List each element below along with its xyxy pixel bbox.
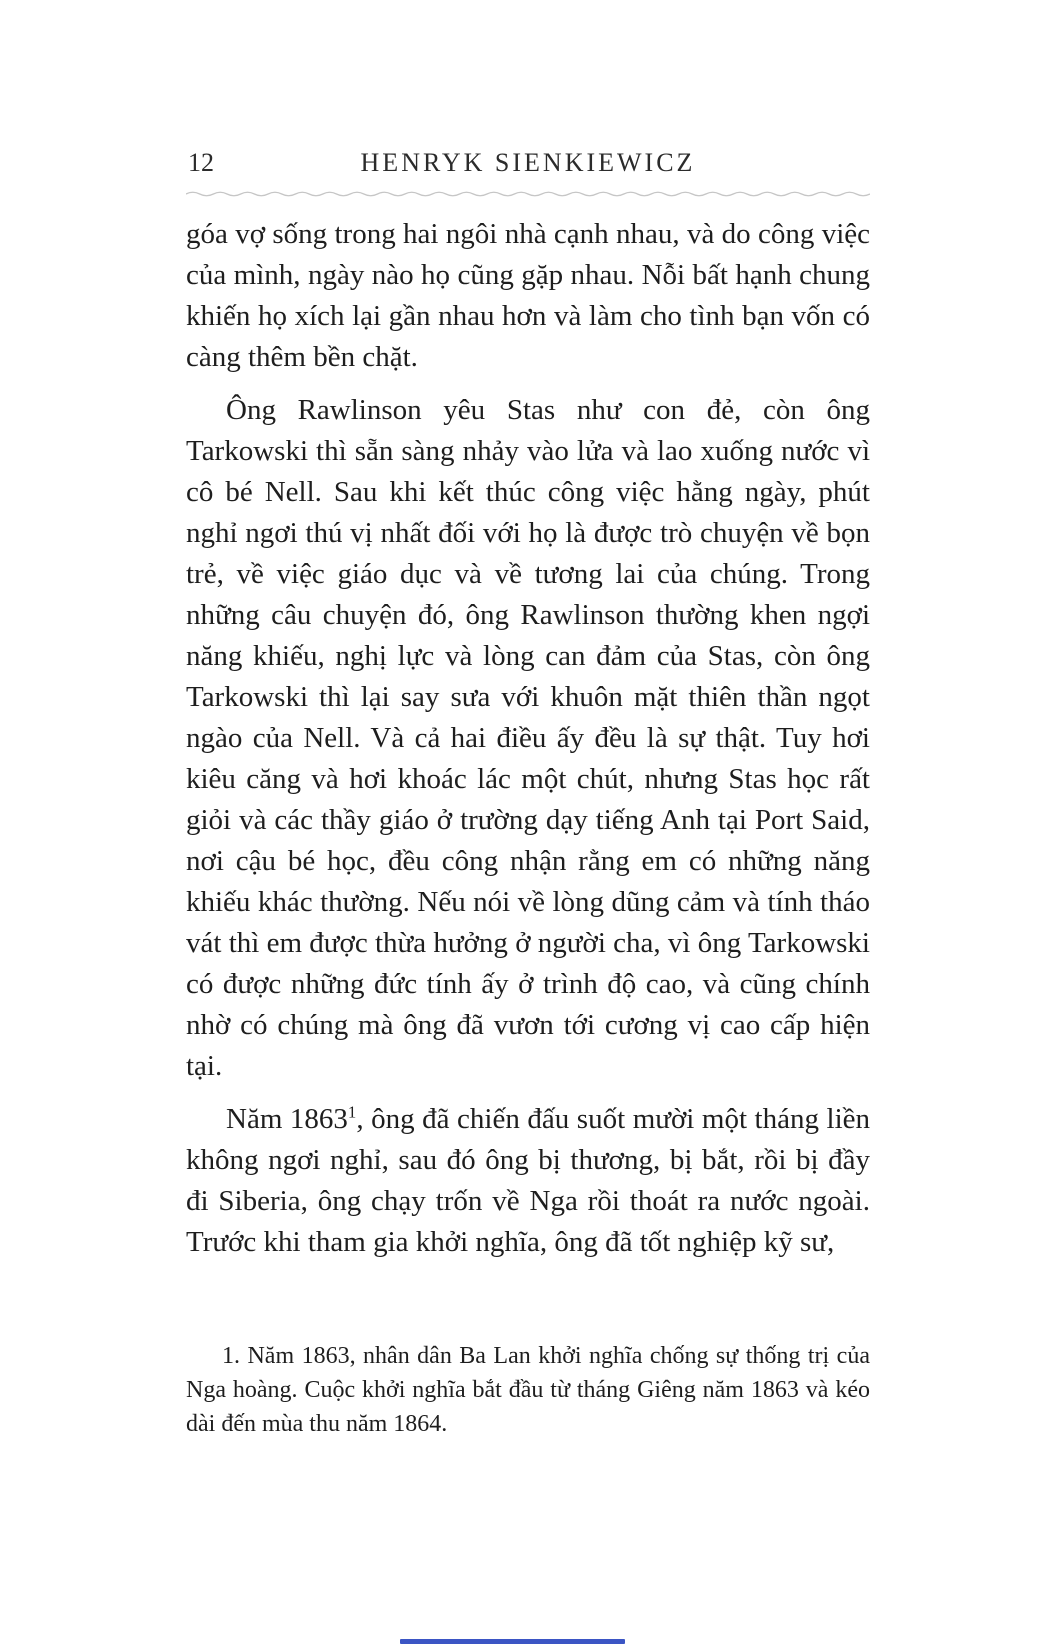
paragraph: Ông Rawlinson yêu Stas như con đẻ, còn ông Tarkowski thì sẵn sàng nhảy vào lửa và lao xuống nước vì cô bé Nell. Sau khi kết thúc công việc hằng ngày, phút nghỉ ngơi thú vị nhất đối với họ là được trò chuyện về bọn trẻ, về việc giáo dục và về tương lai của chúng. Trong những câu chuyện đó, ông Rawlinson thường khen ngợi năng khiếu, nghị lực và lòng can đảm của Stas, còn ông Tarkowski thì lại say sưa với khuôn mặt thiên thần ngọt ngào của Nell. Và cả hai điều ấy đều là sự thật. Tuy hơi kiêu căng và hơi khoác lác một chút, nhưng Stas học rất giỏi và các thầy giáo ở trường dạy tiếng Anh tại Port Said, nơi cậu bé học, đều công nhận rằng em có những năng khiếu khác thường. Nếu nói về lòng dũng cảm và tính tháo vát thì em được thừa hưởng ở người cha, vì ông Tarkowski có được những đức tính ấy ở trình độ cao, và cũng chính nhờ có chúng mà ông đã vươn tới cương vị cao cấp hiện tại. — [186, 394, 870, 1082]
bottom-edge-artifact — [400, 1639, 625, 1644]
paragraph-text: , ông đã chiến đấu suốt mười một tháng liền không ngơi nghỉ, sau đó ông bị thương, bị bắt, rồi bị đầy đi Siberia, ông chạy trốn về Nga rồi thoát ra nước ngoài. Trước khi tham gia khởi nghĩa, ông đã tốt nghiệp kỹ sư, — [186, 1103, 870, 1258]
paragraph-text: Năm 1863 — [226, 1103, 348, 1135]
paragraph: góa vợ sống trong hai ngôi nhà cạnh nhau, và do công việc của mình, ngày nào họ cũng gặp nhau. Nỗi bất hạnh chung khiến họ xích lại gần nhau hơn và làm cho tình bạn vốn có càng thêm bền chặt. — [186, 218, 870, 373]
footnote-section — [186, 1339, 870, 1441]
wavy-divider — [186, 190, 870, 198]
body-text — [186, 214, 870, 1263]
running-title: HENRYK SIENKIEWICZ — [360, 148, 696, 177]
footnote-reference: 1 — [347, 1102, 357, 1122]
paragraph — [186, 1099, 870, 1263]
footnote-text: 1. Năm 1863, nhân dân Ba Lan khởi nghĩa chống sự thống trị của Nga hoàng. Cuộc khởi nghĩa bắt đầu từ tháng Giêng năm 1863 và kéo dài đến mùa thu năm 1864. — [186, 1343, 870, 1437]
page-number: 12 — [188, 148, 214, 177]
page-header — [186, 148, 870, 182]
